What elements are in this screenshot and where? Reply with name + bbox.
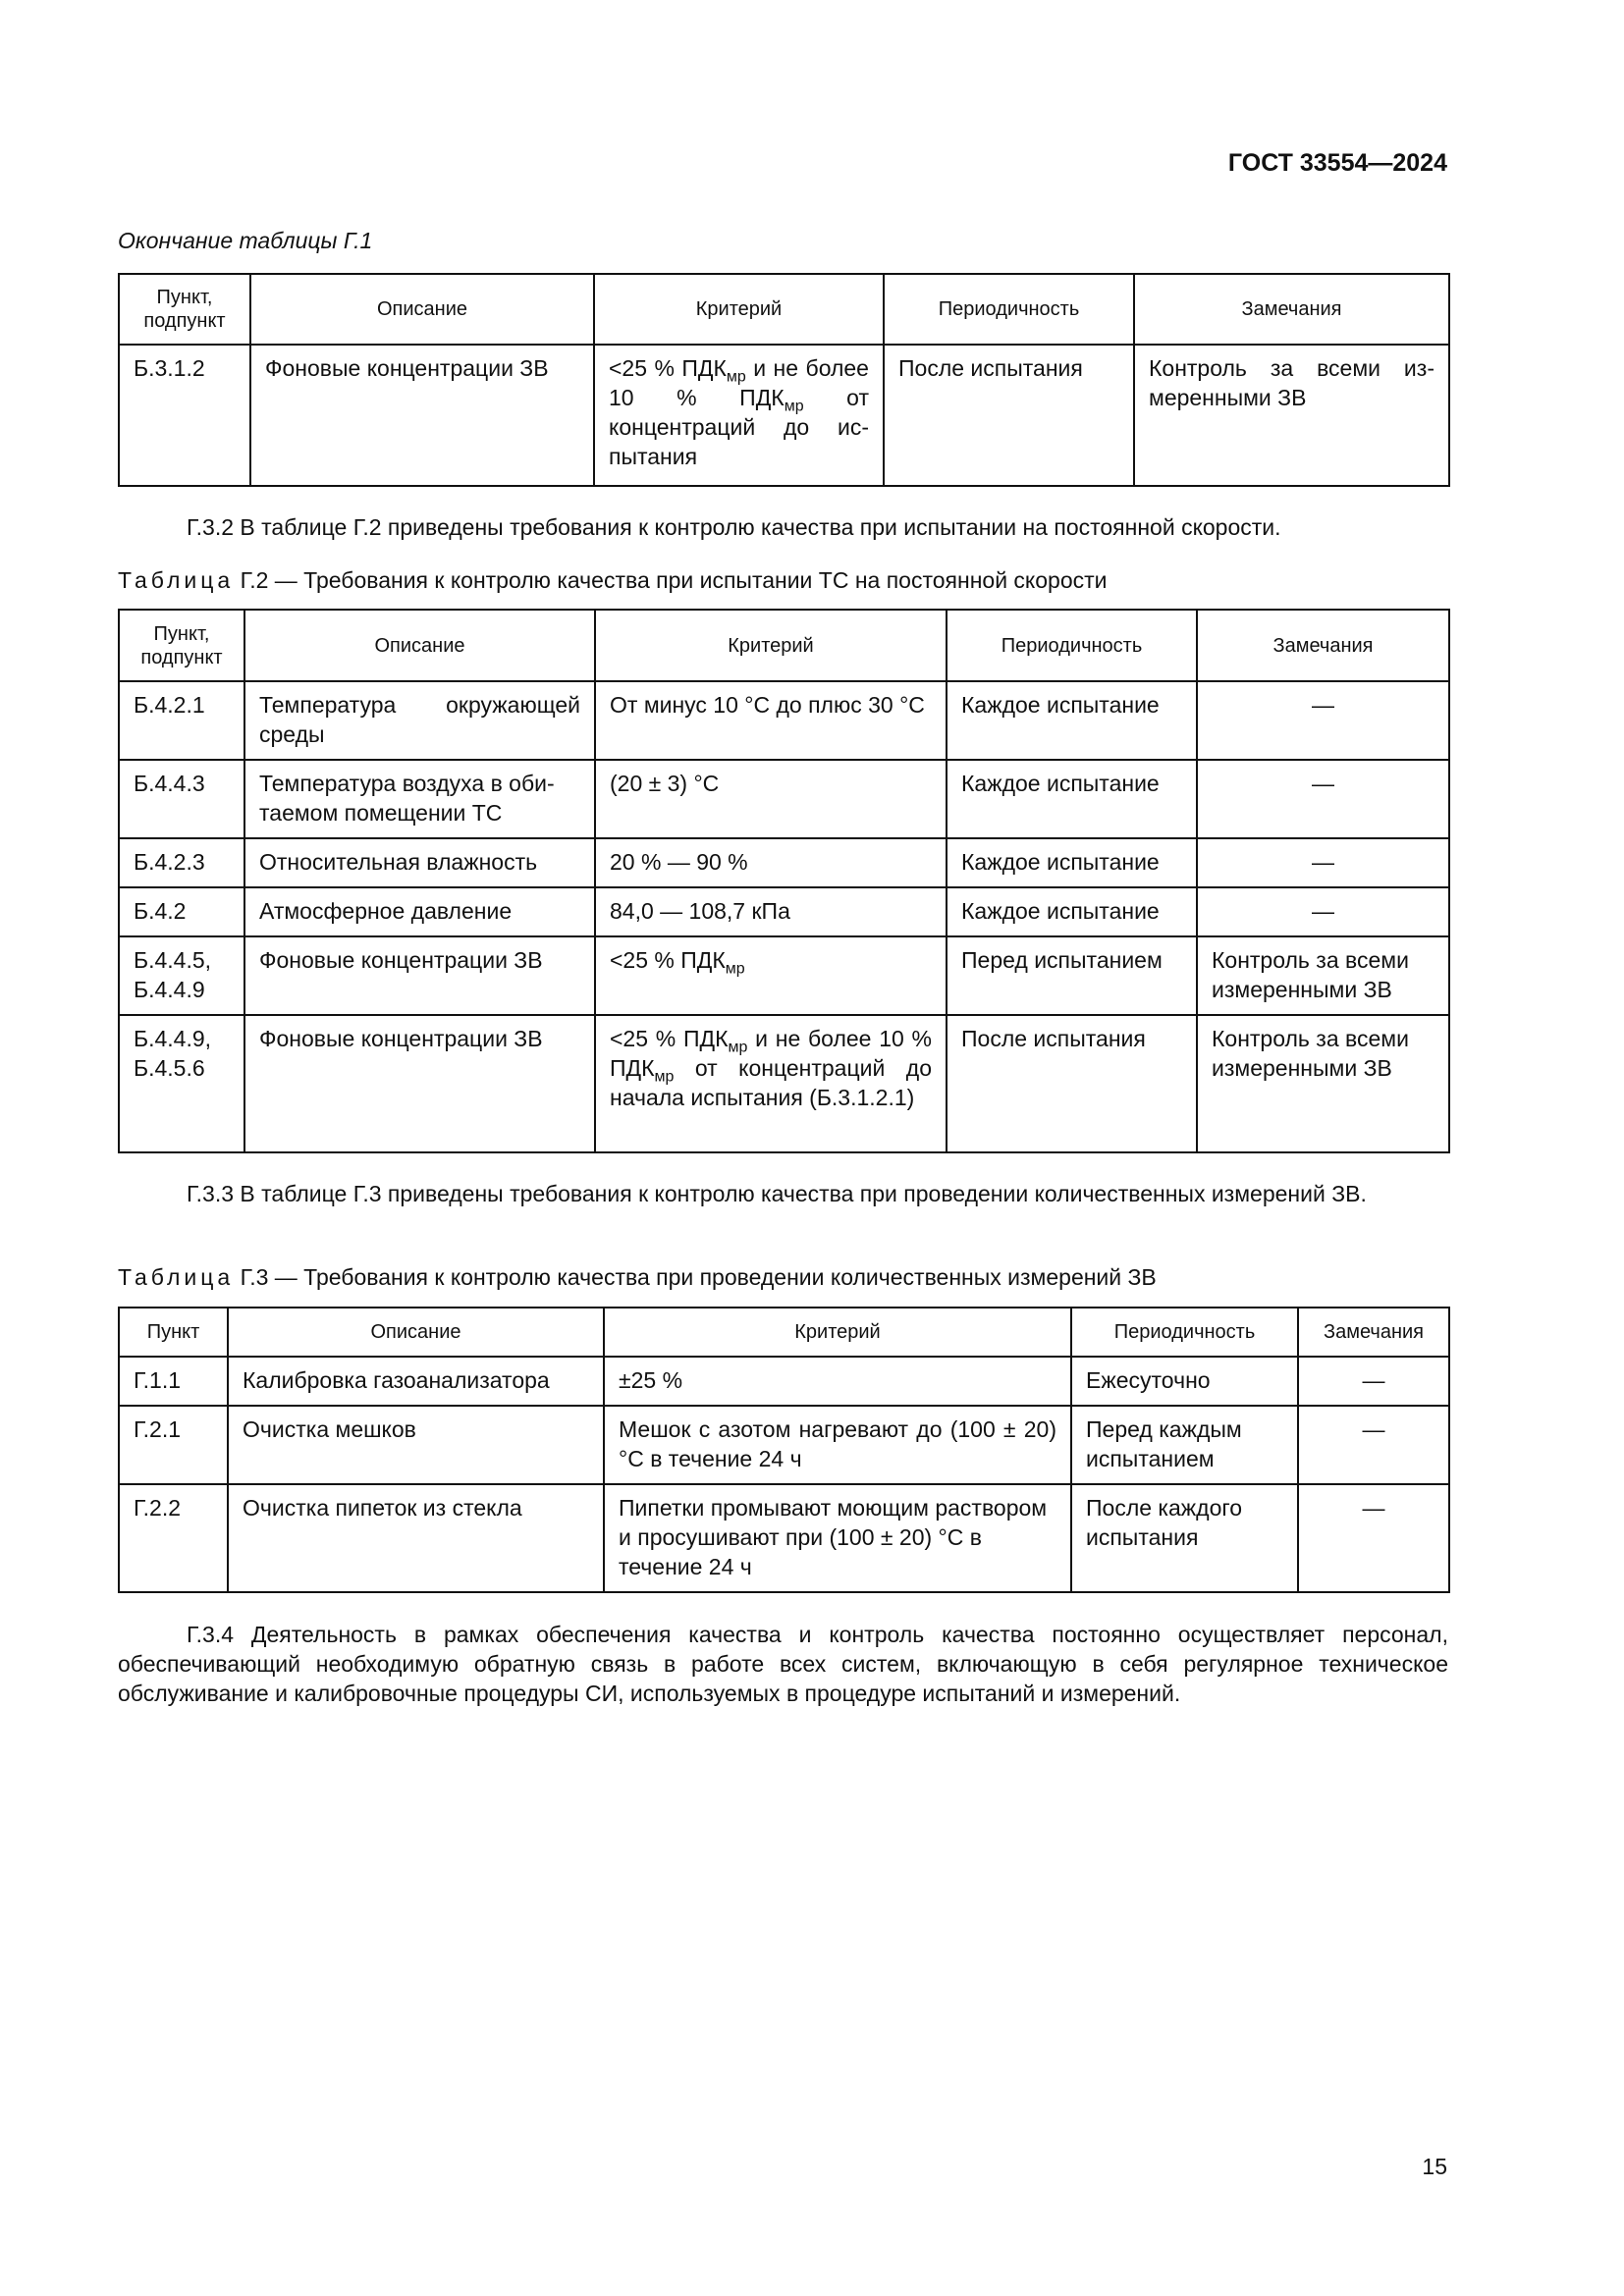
cell-item: Б.4.2: [119, 887, 244, 936]
table-g3-caption: [118, 1264, 1157, 1291]
item-line: Б.4.5.6: [134, 1055, 205, 1081]
cell-item: Б.3.1.2: [119, 345, 250, 486]
paragraph-g3-4: Г.3.4 Деятельность в рамках обеспечения качества и контроль качества постоянно осуществляет персонал, обеспечивающий необходимую обратную связь в работе всех систем, включающую в себя регулярное техническое обслуживание и калибровочные процедуры СИ, используемых в процедуре испытаний и измерений.: [118, 1622, 1448, 1706]
cell-remarks: —: [1298, 1406, 1449, 1484]
criterion-text: <25 % ПДК: [609, 355, 727, 381]
cell-criterion: 84,0 — 108,7 кПа: [595, 887, 947, 936]
item-line: Б.4.4.5,: [134, 947, 212, 973]
column-header: Пункт: [119, 1308, 228, 1357]
column-header: Критерий: [595, 610, 947, 681]
cell-description: Очистка пипеток из стекла: [228, 1484, 604, 1592]
cell-criterion: Пипетки промывают моющим раствором и просушивают при (100 ± 20) °С в течение 24 ч: [604, 1484, 1071, 1592]
table-g2-caption: [118, 567, 1108, 594]
criterion-subscript: мр: [654, 1068, 675, 1086]
cell-remarks: —: [1197, 681, 1449, 760]
column-header: Критерий: [604, 1308, 1071, 1357]
cell-description: Температура окружающей среды: [244, 681, 595, 760]
cell-remarks: Контроль за всеми измеренными ЗВ: [1197, 1015, 1449, 1152]
cell-period: После испытания: [884, 345, 1134, 486]
criterion-text: от концентраций до испытания: [609, 385, 869, 469]
table-g1: [118, 273, 1450, 487]
column-header: Периодичность: [947, 610, 1197, 681]
cell-period: Каждое испытание: [947, 760, 1197, 838]
document-standard-number: ГОСТ 33554—2024: [1227, 149, 1447, 177]
cell-criterion: [594, 345, 884, 486]
column-header: Описание: [228, 1308, 604, 1357]
table-g3-header-row: [119, 1308, 1449, 1357]
cell-description: Очистка мешков: [228, 1406, 604, 1484]
criterion-text: от концентраций до начала испытания (Б.3.1.2.1): [610, 1055, 932, 1110]
cell-period: Перед каждым испытанием: [1071, 1406, 1298, 1484]
caption-text: Г.3 — Требования к контролю качества при проведении количественных измерений ЗВ: [234, 1264, 1157, 1290]
cell-remarks: Контроль за всеми измеренными ЗВ: [1197, 936, 1449, 1015]
table-row: [119, 1015, 1449, 1152]
table-row: [119, 838, 1449, 887]
cell-period: Каждое испытание: [947, 887, 1197, 936]
cell-description: Фоновые концентрации ЗВ: [244, 1015, 595, 1152]
criterion-subscript: мр: [728, 1039, 748, 1056]
criterion-subscript: мр: [784, 398, 804, 415]
column-header: Периодичность: [884, 274, 1134, 345]
cell-description: Фоновые концентрации ЗВ: [250, 345, 594, 486]
criterion-text: и не более 10 % ПДК: [609, 355, 869, 410]
column-header: Описание: [244, 610, 595, 681]
criterion-subscript: мр: [726, 368, 746, 386]
paragraph-g3-3: Г.3.3 В таблице Г.3 приведены требования к контролю качества при проведении количественных измерений ЗВ.: [187, 1181, 1367, 1206]
caption-text: Г.2 — Требования к контролю качества при испытании ТС на постоянной скорости: [234, 567, 1108, 593]
cell-description: Атмосферное давление: [244, 887, 595, 936]
criterion-text: <25 % ПДК: [610, 1026, 729, 1051]
item-line: Б.4.4.9,: [134, 1026, 212, 1051]
criterion-subscript: мр: [725, 960, 745, 978]
cell-item: Г.2.2: [119, 1484, 228, 1592]
paragraph-g3-2: Г.3.2 В таблице Г.2 приведены требования к контролю качества при испытании на постоянной скорости.: [187, 514, 1281, 540]
cell-period: Каждое испытание: [947, 681, 1197, 760]
column-header: Периодичность: [1071, 1308, 1298, 1357]
table-g3: [118, 1307, 1450, 1593]
criterion-text: <25 % ПДК: [610, 947, 726, 973]
cell-item: Б.4.2.3: [119, 838, 244, 887]
cell-remarks: —: [1197, 838, 1449, 887]
cell-criterion: 20 % — 90 %: [595, 838, 947, 887]
cell-criterion: От минус 10 °С до плюс 30 °С: [595, 681, 947, 760]
cell-item: Б.4.4.3: [119, 760, 244, 838]
cell-criterion: ±25 %: [604, 1357, 1071, 1406]
table-row: [119, 760, 1449, 838]
cell-remarks: Контроль за всеми измеренными ЗВ: [1134, 345, 1449, 486]
cell-description: Относительная влажность: [244, 838, 595, 887]
table-row: [119, 887, 1449, 936]
cell-item: Г.1.1: [119, 1357, 228, 1406]
cell-criterion: Мешок с азотом нагревают до (100 ± 20) °С в течение 24 ч: [604, 1406, 1071, 1484]
cell-item: Б.4.2.1: [119, 681, 244, 760]
column-header: Замечания: [1197, 610, 1449, 681]
column-header: Замечания: [1134, 274, 1449, 345]
cell-remarks: —: [1298, 1484, 1449, 1592]
column-header: Пункт, подпункт: [119, 610, 244, 681]
caption-word: Таблица: [118, 1264, 235, 1290]
cell-period: Ежесуточно: [1071, 1357, 1298, 1406]
cell-item: Г.2.1: [119, 1406, 228, 1484]
cell-description: Калибровка газоанализатора: [228, 1357, 604, 1406]
cell-period: После каждого испытания: [1071, 1484, 1298, 1592]
caption-word: Таблица: [118, 567, 235, 593]
item-line: Б.4.4.9: [134, 977, 205, 1002]
table-g1-header-row: [119, 274, 1449, 345]
criterion-text: и не более 10 % ПДК: [610, 1026, 932, 1081]
table-continuation-title: Окончание таблицы Г.1: [118, 228, 373, 253]
cell-period: Каждое испытание: [947, 838, 1197, 887]
cell-remarks: —: [1197, 760, 1449, 838]
cell-description: Температура воздуха в обитаемом помещении ТС: [244, 760, 595, 838]
column-header: Пункт, подпункт: [119, 274, 250, 345]
table-row: [119, 1484, 1449, 1592]
cell-criterion: [595, 1015, 947, 1152]
column-header: Описание: [250, 274, 594, 345]
cell-description: Фоновые концентрации ЗВ: [244, 936, 595, 1015]
cell-remarks: —: [1298, 1357, 1449, 1406]
column-header: Замечания: [1298, 1308, 1449, 1357]
column-header: Критерий: [594, 274, 884, 345]
cell-period: Перед испытанием: [947, 936, 1197, 1015]
table-row: [119, 1406, 1449, 1484]
table-row: [119, 681, 1449, 760]
table-g2: [118, 609, 1450, 1153]
cell-item: [119, 1015, 244, 1152]
table-row: [119, 1357, 1449, 1406]
cell-period: После испытания: [947, 1015, 1197, 1152]
cell-criterion: (20 ± 3) °С: [595, 760, 947, 838]
cell-criterion: [595, 936, 947, 1015]
table-row: [119, 345, 1449, 486]
table-row: [119, 936, 1449, 1015]
page-number: 15: [1422, 2154, 1447, 2179]
cell-remarks: —: [1197, 887, 1449, 936]
cell-item: [119, 936, 244, 1015]
table-g2-header-row: [119, 610, 1449, 681]
